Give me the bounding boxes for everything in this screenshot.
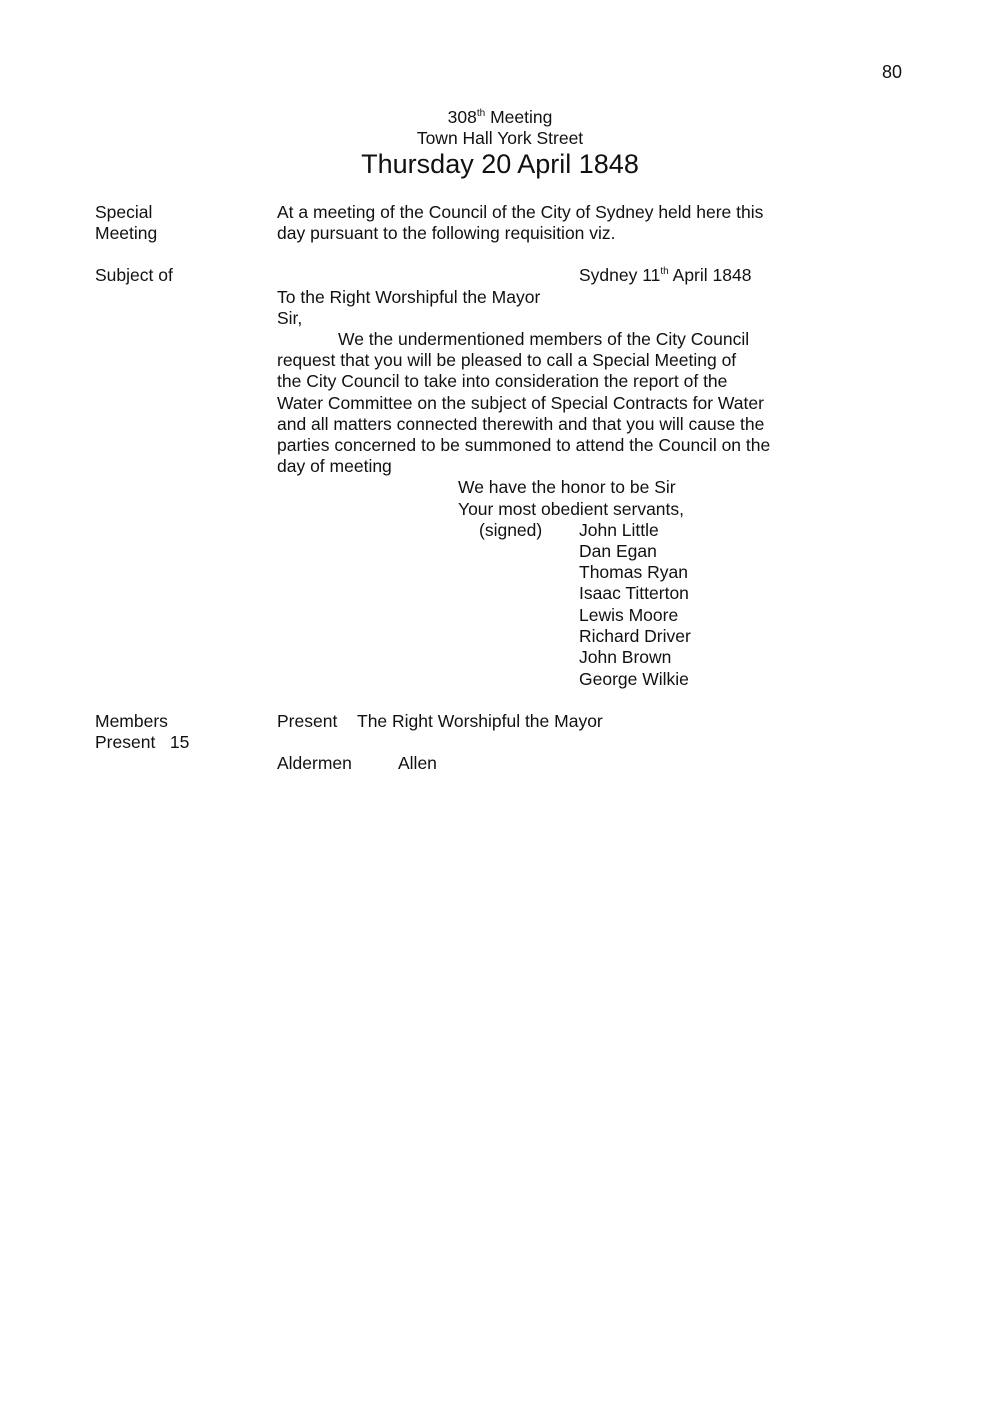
closing-line: We have the honor to be Sir bbox=[458, 477, 676, 497]
requisition-body-line: Water Committee on the subject of Special Contracts for Water bbox=[277, 393, 764, 413]
meeting-number-suffix: th bbox=[476, 108, 486, 119]
meeting-number: 308 bbox=[447, 107, 477, 127]
margin-note-members: Members bbox=[95, 711, 168, 731]
margin-note-special: Special bbox=[95, 202, 153, 222]
signatory: Dan Egan bbox=[579, 541, 657, 561]
salutation-sir: Sir, bbox=[277, 308, 303, 328]
requisition-date-prefix: Sydney 11 bbox=[579, 265, 661, 285]
signatory: Isaac Titterton bbox=[579, 583, 689, 603]
requisition-date-rest: April 1848 bbox=[668, 265, 752, 285]
present-label: Present bbox=[277, 711, 338, 731]
present-mayor: The Right Worshipful the Mayor bbox=[357, 711, 603, 731]
signatory: Lewis Moore bbox=[579, 605, 679, 625]
meeting-word: Meeting bbox=[490, 107, 553, 127]
requisition-body-line: request that you will be pleased to call a Special Meeting of bbox=[277, 350, 737, 370]
requisition-body-line: day of meeting bbox=[277, 456, 392, 476]
closing-line: Your most obedient servants, bbox=[458, 499, 685, 519]
margin-note-subject: Subject of bbox=[95, 265, 173, 285]
meeting-date: Thursday 20 April 1848 bbox=[361, 149, 639, 179]
meeting-venue: Town Hall York Street bbox=[416, 128, 584, 148]
margin-note-present-count: Present 15 bbox=[95, 732, 190, 752]
salutation-to: To the Right Worshipful the Mayor bbox=[277, 287, 541, 307]
signatory: Richard Driver bbox=[579, 626, 691, 646]
margin-note-meeting: Meeting bbox=[95, 223, 158, 243]
signed-label: (signed) bbox=[479, 520, 543, 540]
requisition-body-line: and all matters connected therewith and that you will cause the bbox=[277, 414, 765, 434]
meeting-number-heading bbox=[0, 107, 1000, 128]
intro-line: At a meeting of the Council of the City of Sydney held here this bbox=[277, 202, 764, 222]
signatory: John Brown bbox=[579, 647, 672, 667]
signatory: George Wilkie bbox=[579, 669, 689, 689]
requisition-body-line: parties concerned to be summoned to attend the Council on the bbox=[277, 435, 771, 455]
signatory: John Little bbox=[579, 520, 659, 540]
intro-line: day pursuant to the following requisition viz. bbox=[277, 223, 616, 243]
alderman-name: Allen bbox=[398, 753, 437, 773]
signatory: Thomas Ryan bbox=[579, 562, 688, 582]
requisition-date-suffix: th bbox=[660, 266, 669, 277]
page-number: 80 bbox=[882, 62, 903, 82]
aldermen-label: Aldermen bbox=[277, 753, 352, 773]
requisition-body-line: the City Council to take into consideration the report of the bbox=[277, 371, 728, 391]
requisition-place-date bbox=[579, 265, 751, 286]
requisition-body-line: We the undermentioned members of the City Council bbox=[338, 329, 750, 349]
